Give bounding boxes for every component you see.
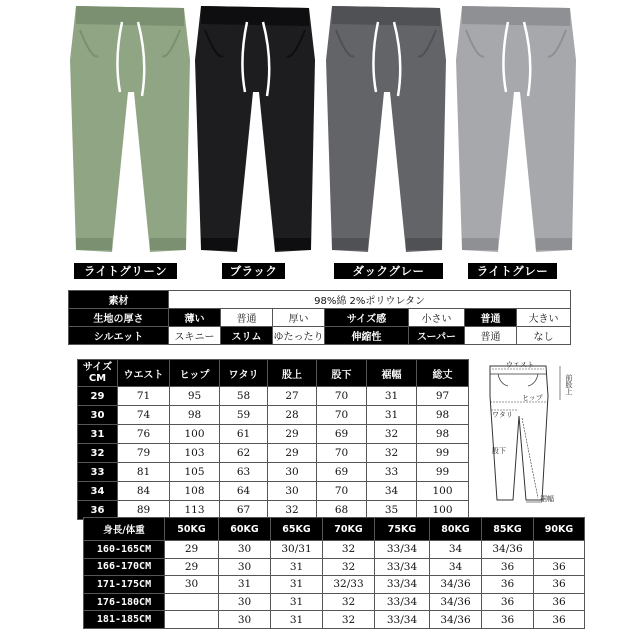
size-cell: 97 [417, 387, 469, 406]
thickness-option: 薄い [169, 309, 221, 327]
fit-option: 普通 [465, 309, 517, 327]
size-cell: 33 [367, 463, 417, 482]
size-cell: 100 [417, 501, 469, 520]
material-value: 98%綿 2%ポリウレタン [169, 291, 571, 309]
stretch-label: 伸縮性 [325, 327, 409, 345]
weight-cell [534, 541, 585, 559]
size-cell: 70 [317, 482, 367, 501]
stretch-option: なし [517, 327, 571, 345]
weight-cell: 33/34 [375, 558, 430, 576]
weight-cell [165, 593, 219, 611]
weight-cell: 32 [323, 558, 375, 576]
weight-cell: 36 [482, 593, 534, 611]
size-row-label: 33 [78, 463, 118, 482]
weight-header-cell: 85KG [482, 518, 534, 541]
weight-header-cell: 80KG [430, 518, 482, 541]
fit-label: サイズ感 [325, 309, 409, 327]
stretch-option: 普通 [465, 327, 517, 345]
weight-cell: 36 [534, 576, 585, 594]
weight-header-cell: 90KG [534, 518, 585, 541]
size-cell: 81 [118, 463, 170, 482]
size-row-label: 34 [78, 482, 118, 501]
size-header-cell: 股下 [317, 360, 367, 387]
silhouette-option: スリム [221, 327, 273, 345]
thickness-option: 普通 [221, 309, 273, 327]
color-label-3: ダックグレー [334, 263, 443, 279]
table-row [84, 576, 585, 594]
silhouette-label: シルエット [69, 327, 169, 345]
weight-cell: 33/34 [375, 611, 430, 629]
size-cell: 99 [417, 444, 469, 463]
weight-cell: 33/34 [375, 541, 430, 559]
size-cell: 70 [317, 406, 367, 425]
size-cell: 74 [118, 406, 170, 425]
material-label: 素材 [69, 291, 169, 309]
diagram-thigh-label: ワタリ [492, 411, 513, 419]
size-cell: 76 [118, 425, 170, 444]
weight-cell: 36 [534, 593, 585, 611]
size-header-cell: ウエスト [118, 360, 170, 387]
table-row [84, 558, 585, 576]
size-row-label: 31 [78, 425, 118, 444]
size-cell: 59 [220, 406, 268, 425]
weight-header-cell: 60KG [219, 518, 271, 541]
size-header-cell: 裾幅 [367, 360, 417, 387]
size-header-cell: ヒップ [170, 360, 220, 387]
diagram-inseam-label: 股下 [492, 447, 506, 455]
silhouette-option: ゆたったり [273, 327, 325, 345]
height-row-label: 166-170CM [84, 558, 165, 576]
weight-cell: 31 [271, 611, 323, 629]
weight-cell [165, 611, 219, 629]
diagram-hip-label: ヒップ [522, 394, 543, 402]
weight-cell: 32 [323, 593, 375, 611]
size-cell: 61 [220, 425, 268, 444]
size-cell: 95 [170, 387, 220, 406]
weight-cell: 34/36 [482, 541, 534, 559]
size-cell: 84 [118, 482, 170, 501]
size-cell: 64 [220, 482, 268, 501]
silhouette-option: スキニー [169, 327, 221, 345]
size-cell: 32 [367, 425, 417, 444]
weight-cell: 34/36 [430, 611, 482, 629]
weight-cell: 36 [482, 611, 534, 629]
size-cell: 34 [367, 482, 417, 501]
size-cell: 67 [220, 501, 268, 520]
pants-photo-4 [448, 0, 596, 262]
weight-cell: 34/36 [430, 576, 482, 594]
size-cell: 99 [417, 463, 469, 482]
weight-cell: 29 [165, 558, 219, 576]
size-cell: 98 [170, 406, 220, 425]
fit-option: 大きい [517, 309, 571, 327]
size-cell: 100 [417, 482, 469, 501]
height-row-label: 160-165CM [84, 541, 165, 559]
table-row [78, 406, 469, 425]
weight-cell: 36 [534, 611, 585, 629]
weight-header-cell: 50KG [165, 518, 219, 541]
weight-cell: 31 [271, 576, 323, 594]
weight-cell: 34 [430, 558, 482, 576]
table-row [78, 463, 469, 482]
weight-cell: 30 [219, 593, 271, 611]
size-cell: 35 [367, 501, 417, 520]
size-table [77, 359, 469, 520]
size-cell: 28 [268, 406, 317, 425]
weight-cell: 29 [165, 541, 219, 559]
size-cell: 70 [317, 444, 367, 463]
diagram-rise-label: 前股上 [565, 374, 573, 395]
weight-cell: 33/34 [375, 576, 430, 594]
size-cell: 68 [317, 501, 367, 520]
height-weight-table [83, 517, 585, 629]
height-row-label: 181-185CM [84, 611, 165, 629]
weight-cell: 30 [219, 558, 271, 576]
size-cell: 113 [170, 501, 220, 520]
size-header-cell: 総丈 [417, 360, 469, 387]
size-row-label: 32 [78, 444, 118, 463]
diagram-hem-label: 裾幅 [540, 495, 554, 503]
size-cell: 58 [220, 387, 268, 406]
weight-cell: 36 [482, 576, 534, 594]
table-row [78, 444, 469, 463]
thickness-label: 生地の厚さ [69, 309, 169, 327]
weight-cell: 30/31 [271, 541, 323, 559]
weight-cell: 32/33 [323, 576, 375, 594]
size-cell: 71 [118, 387, 170, 406]
weight-cell: 31 [271, 593, 323, 611]
size-cell: 98 [417, 425, 469, 444]
size-cell: 98 [417, 406, 469, 425]
weight-header-cell: 65KG [271, 518, 323, 541]
measurement-diagram [478, 360, 582, 510]
fabric-info-table [68, 290, 571, 345]
size-cell: 69 [317, 463, 367, 482]
height-row-label: 171-175CM [84, 576, 165, 594]
size-row-label: 36 [78, 501, 118, 520]
weight-cell: 34/36 [430, 593, 482, 611]
size-row-label: 30 [78, 406, 118, 425]
weight-cell: 36 [482, 558, 534, 576]
size-cell: 29 [268, 444, 317, 463]
size-cell: 70 [317, 387, 367, 406]
weight-cell: 30 [219, 611, 271, 629]
size-cell: 30 [268, 482, 317, 501]
table-row [78, 387, 469, 406]
table-row [78, 425, 469, 444]
size-cell: 108 [170, 482, 220, 501]
weight-cell: 30 [219, 541, 271, 559]
size-cell: 103 [170, 444, 220, 463]
weight-cell: 36 [534, 558, 585, 576]
size-cell: 62 [220, 444, 268, 463]
weight-cell: 31 [271, 558, 323, 576]
weight-cell: 30 [165, 576, 219, 594]
weight-cell: 33/34 [375, 593, 430, 611]
weight-cell: 34 [430, 541, 482, 559]
size-header-cell: サイズ CM [78, 360, 118, 387]
color-label-4: ライトグレー [468, 263, 557, 279]
size-cell: 100 [170, 425, 220, 444]
size-cell: 63 [220, 463, 268, 482]
size-cell: 79 [118, 444, 170, 463]
size-cell: 31 [367, 387, 417, 406]
pants-photo-2 [187, 0, 335, 262]
color-label-2: ブラック [222, 263, 285, 279]
size-cell: 69 [317, 425, 367, 444]
size-header-cell: 股上 [268, 360, 317, 387]
height-row-label: 176-180CM [84, 593, 165, 611]
weight-cell: 32 [323, 541, 375, 559]
size-cell: 29 [268, 425, 317, 444]
size-cell: 105 [170, 463, 220, 482]
weight-header-cell: 70KG [323, 518, 375, 541]
pants-photo-3 [318, 0, 466, 262]
size-cell: 31 [367, 406, 417, 425]
size-cell: 30 [268, 463, 317, 482]
size-cell: 32 [367, 444, 417, 463]
stretch-option: スーパー [409, 327, 465, 345]
table-row [84, 611, 585, 629]
fit-option: 小さい [409, 309, 465, 327]
table-row [78, 482, 469, 501]
size-cell: 27 [268, 387, 317, 406]
thickness-option: 厚い [273, 309, 325, 327]
size-header-cell: ワタリ [220, 360, 268, 387]
table-row [84, 593, 585, 611]
diagram-waist-label: ウエスト [506, 361, 534, 369]
table-row [84, 541, 585, 559]
weight-header-cell: 75KG [375, 518, 430, 541]
weight-corner-header: 身長/体重 [84, 518, 165, 541]
size-cell: 32 [268, 501, 317, 520]
size-cell: 89 [118, 501, 170, 520]
color-label-1: ライトグリーン [74, 263, 177, 279]
weight-cell: 31 [219, 576, 271, 594]
size-row-label: 29 [78, 387, 118, 406]
weight-cell: 32 [323, 611, 375, 629]
